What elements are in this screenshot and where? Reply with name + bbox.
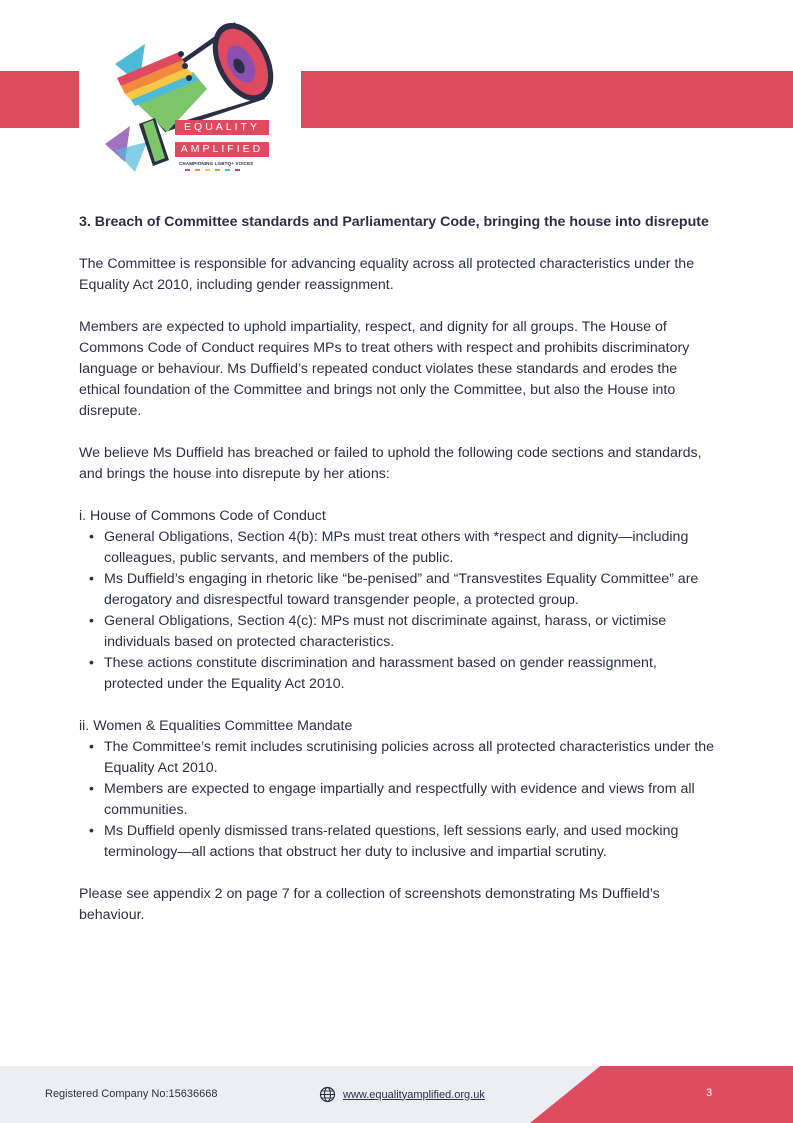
logo-wordmark-amplified: AMPLIFIED xyxy=(175,142,269,157)
paragraph-members-expected: Members are expected to uphold impartiality, respect, and dignity for all groups. The House of Commons Code of Conduct requires MPs to treat others with respect and prohibits discriminatory language or behaviour. Ms Duffield’s repeated conduct violates these standards and erodes the ethical foundation of the Committee and brings not only the Committee, but also the House into disrepute. xyxy=(79,319,690,419)
logo xyxy=(95,14,285,180)
committee-mandate-list xyxy=(79,737,715,863)
list-item: • General Obligations, Section 4(c): MPs must not discriminate against, harass, or victimise individuals based on protected characteristics. xyxy=(104,611,715,653)
list-item: • These actions constitute discrimination and harassment based on gender reassignment, protected under the Equality Act 2010. xyxy=(104,653,715,695)
list-item: • Members are expected to engage impartially and respectfully with evidence and views from all communities. xyxy=(104,779,715,821)
section-heading: 3. Breach of Committee standards and Parliamentary Code, bringing the house into disrepute xyxy=(79,214,709,230)
page-number: 3 xyxy=(706,1087,713,1099)
header-band-right xyxy=(301,71,793,128)
logo-wordmark-equality: EQUALITY xyxy=(175,120,269,135)
header-band-left xyxy=(0,71,79,128)
document-body xyxy=(79,212,715,947)
list-item: • Ms Duffield’s engaging in rhetoric like “be-penised” and “Transvestites Equality Committee” are derogatory and disrespectful toward transgender people, a protected group. xyxy=(104,569,715,611)
company-number: Registered Company No:15636668 xyxy=(45,1088,218,1100)
footer xyxy=(0,1066,793,1123)
paragraph-committee-remit: The Committee is responsible for advancing equality across all protected characteristics under the Equality Act 2010, including gender reassignment. xyxy=(79,256,695,293)
logo-tagline: CHAMPIONING LGBTQ+ VOICES xyxy=(179,161,254,166)
code-of-conduct-list xyxy=(79,527,715,695)
list-item: • Ms Duffield openly dismissed trans-related questions, left sessions early, and used mocking terminology—all actions that obstruct her duty to inclusive and impartial scrutiny. xyxy=(104,821,715,863)
paragraph-appendix-reference: Please see appendix 2 on page 7 for a collection of screenshots demonstrating Ms Duffield’s behaviour. xyxy=(79,886,660,923)
list-item: • General Obligations, Section 4(b): MPs must treat others with *respect and dignity—including colleagues, public servants, and members of the public. xyxy=(104,527,715,569)
rainbow-dots xyxy=(185,169,240,171)
website-link[interactable]: www.equalityamplified.org.uk xyxy=(343,1088,485,1101)
list-title-code-of-conduct: i. House of Commons Code of Conduct xyxy=(79,508,326,524)
website-block xyxy=(319,1086,485,1103)
paragraph-breach-statement: We believe Ms Duffield has breached or failed to uphold the following code sections and standards, and brings the house into disrepute by her ations: xyxy=(79,445,702,482)
list-item: • The Committee’s remit includes scrutinising policies across all protected characteristics under the Equality Act 2010. xyxy=(104,737,715,779)
list-title-committee-mandate: ii. Women & Equalities Committee Mandate xyxy=(79,718,353,734)
globe-icon xyxy=(319,1086,336,1103)
